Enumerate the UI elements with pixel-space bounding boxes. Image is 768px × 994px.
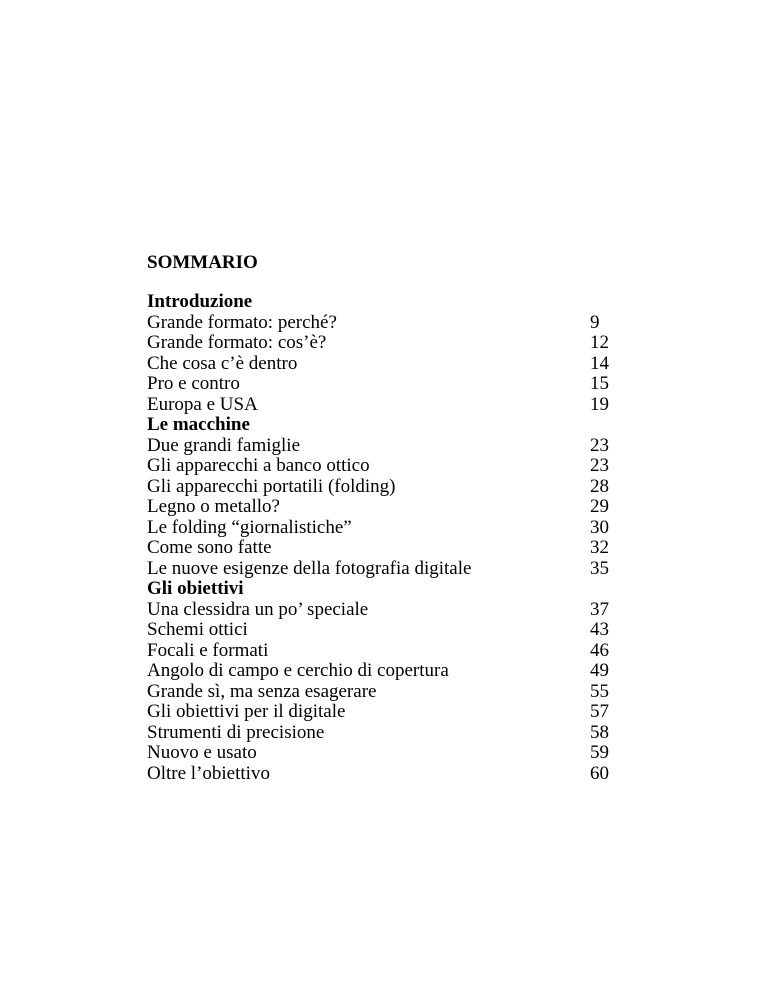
toc-entry-page-number: 58 [590, 721, 609, 743]
toc-entry-page-number: 37 [590, 598, 609, 620]
toc-entry-page-number: 28 [590, 475, 609, 497]
toc-entry-label: Angolo di campo e cerchio di copertura [147, 660, 449, 681]
toc-entry-page-number: 49 [590, 660, 609, 681]
toc-entry-label: Le nuove esigenze della fotografia digitale [147, 557, 472, 579]
toc-entry [147, 764, 617, 785]
toc-entry [147, 313, 617, 334]
toc-section-heading [147, 579, 617, 600]
toc-entry-page-number: 23 [590, 455, 609, 476]
toc-entry [147, 518, 617, 539]
toc-entry-page-number: 12 [590, 332, 609, 353]
toc-entry [147, 641, 617, 662]
toc-entry-label: Come sono fatte [147, 537, 272, 558]
toc-entry-page-number: 23 [590, 434, 609, 456]
toc-entry-label: Legno o metallo? [147, 496, 280, 517]
toc-entry-page-number: 46 [590, 639, 609, 661]
toc-section-heading [147, 292, 617, 313]
toc-entry [147, 661, 617, 682]
toc-entry-label: Europa e USA [147, 393, 258, 415]
toc-entry-label: Schemi ottici [147, 619, 248, 640]
toc-entry-label: Una clessidra un po’ speciale [147, 598, 369, 620]
toc-entry [147, 477, 617, 498]
toc-entry-page-number: 59 [590, 742, 609, 763]
toc-section-heading [147, 415, 617, 436]
toc-entry-label: Nuovo e usato [147, 742, 257, 763]
toc-entry [147, 354, 617, 375]
toc-entry-page-number: 19 [590, 393, 609, 415]
section-heading-label: Introduzione [147, 291, 253, 312]
toc-entry-label: Oltre l’obiettivo [147, 762, 270, 784]
toc-entry [147, 395, 617, 416]
toc-entry [147, 436, 617, 457]
toc-entry-label: Grande sì, ma senza esagerare [147, 680, 377, 702]
toc-entry-label: Le folding “giornalistiche” [147, 516, 352, 538]
toc-entry-page-number: 43 [590, 619, 609, 640]
page-title: SOMMARIO [147, 252, 258, 273]
toc-entry-page-number: 35 [590, 557, 609, 579]
toc-entry-label: Gli apparecchi a banco ottico [147, 455, 370, 476]
toc-entry-label: Grande formato: cos’è? [147, 332, 327, 353]
toc-entry-page-number: 14 [590, 352, 609, 374]
toc-entry-label: Pro e contro [147, 373, 240, 394]
toc-entry [147, 723, 617, 744]
toc-entry-label: Focali e formati [147, 639, 269, 661]
toc-entry [147, 456, 617, 477]
toc-entry-page-number: 57 [590, 701, 609, 722]
toc-entry [147, 333, 617, 354]
toc-entry-page-number: 32 [590, 537, 609, 558]
toc-entry [147, 620, 617, 641]
toc-entry [147, 743, 617, 764]
toc-entry-page-number: 30 [590, 516, 609, 538]
table-of-contents [147, 292, 617, 784]
toc-entry-label: Due grandi famiglie [147, 434, 301, 456]
toc-entry-page-number: 55 [590, 680, 609, 702]
toc-entry [147, 538, 617, 559]
toc-entry-label: Gli obiettivi per il digitale [147, 701, 346, 722]
toc-entry [147, 559, 617, 580]
toc-entry [147, 682, 617, 703]
toc-entry-page-number: 29 [590, 496, 609, 517]
toc-entry-label: Strumenti di precisione [147, 721, 325, 743]
toc-entry [147, 497, 617, 518]
toc-entry [147, 374, 617, 395]
toc-entry [147, 702, 617, 723]
toc-entry-page-number: 15 [590, 373, 609, 394]
toc-entry-page-number: 9 [590, 311, 600, 333]
section-heading-label: Le macchine [147, 414, 250, 435]
toc-entry-label: Gli apparecchi portatili (folding) [147, 475, 396, 497]
toc-entry-label: Grande formato: perché? [147, 311, 337, 333]
toc-entry [147, 600, 617, 621]
toc-entry-page-number: 60 [590, 762, 609, 784]
toc-entry-label: Che cosa c’è dentro [147, 352, 298, 374]
section-heading-label: Gli obiettivi [147, 578, 244, 599]
